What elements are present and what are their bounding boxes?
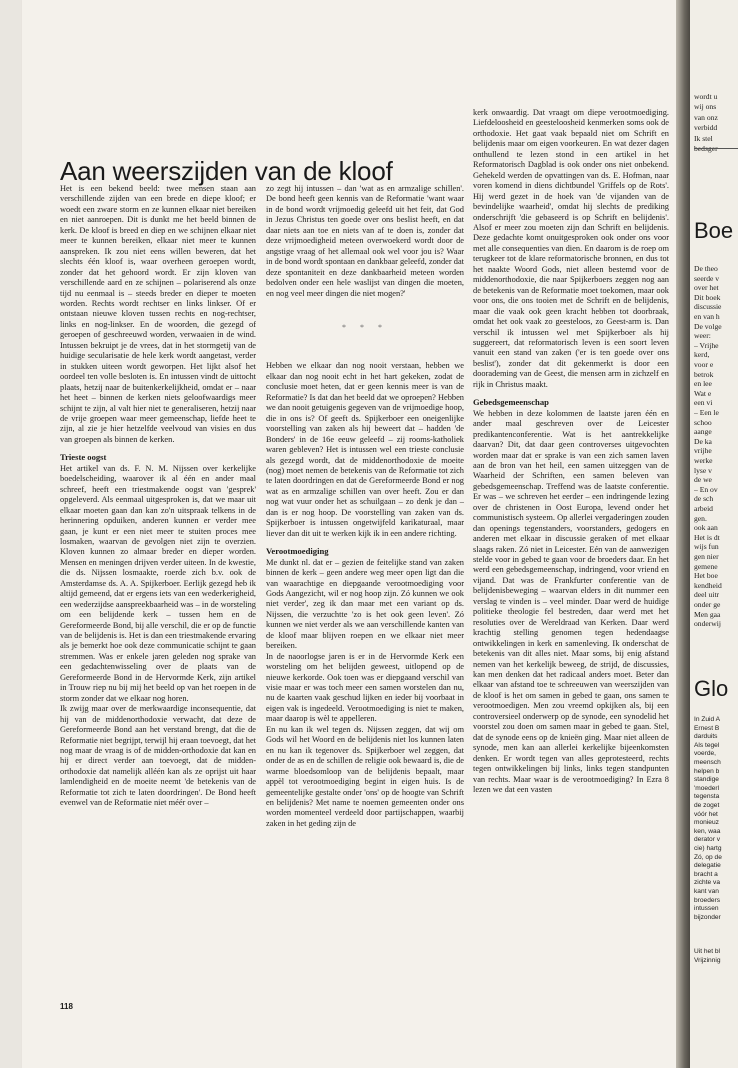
next-page-line: intussen [694,905,719,913]
next-page-line: gen nier [694,552,719,561]
next-page-line: de we [694,475,712,485]
adjacent-page-fragment [690,0,738,1068]
next-page-line: vrijhe [694,446,712,456]
next-page-line: Men gaa [694,609,721,619]
page-number: 118 [60,1002,73,1011]
next-page-heading-boe: Boe [694,218,734,243]
next-page-line: – Vrijhe [694,340,719,350]
next-page-line: arbeid [694,504,713,513]
trieste-oogst-paragraph: Het artikel van ds. F. N. M. Nijssen over kerkelijke boedelscheiding, waarover ik al één en ander maal schreef, heeft een triestmakende oogst van 'gesprek' opgeleverd. Als eenmaal uitgesproken is, dat we maar uit elkaar moeten gaan dan kan zo'n uitspraak telkens in de herinnering opduiken, anderen kunnen er verder mee gaan, je kunt er een niet meer te stuiten proces mee losmaken, waarvan de gevolgen niet zijn te overzien. Kloven kunnen zo almaar breder en dieper worden. Mensen en meningen drijven verder uiteen. In de kwestie, die ds. Nijssen losmaakte, roerde zich b.v. ook de Amsterdamse ds. A. A. Spijkerboer. Eerlijk gezegd heb ik altijd gemeend, dat er ergens iets van een wederkerigheid, een wederzijdse aanspreekbaarheid was – in de worsteling om een belijdende kerk – tussen hem en de Gereformeerde Bond, bij alle verschil, die er op de functie van de belijdenis is. Het is dan een triestmakende ervaring als je bemerkt hoe ook deze communicatie schijnt te gaan stremmen. Was er enkele jaren geleden nog sprake van een gedachtenwisseling over de plaats van de Gereformeerde Bond in de Hervormde Kerk, zijn artikel in Trouw riep nu bij mij het beeld op van het roepen in de storm zonder dat we elkaar nog horen. [60,463,256,703]
verootmoediging-paragraph-3: En nu kan ik wel tegen ds. Nijssen zeggen, dat wij om Gods wil het Woord en de belijdenis niet los kunnen laten en nu kan ik tegenover ds. Spijkerboer wel zeggen, dat onder de as en de schillen de religie ook bewaard is, die de warme bloedsomloop van de belijdenis bepaalt, maar appèl tot verootmoediging begint in eigen huis. Is de gemeentelijke gestalte onder 'ons' op de hoogte van Schrift en belijdenis? Met name te noemen gemeenten onder ons worden momenteel verdeeld door partijschappen, waarbij zaken in het geding zijn de [266,724,464,828]
next-page-line: deel uitr [694,590,720,600]
next-page-line: zichte va [694,879,721,887]
section-separator-stars: * * * [342,322,388,332]
next-page-line: wij ons [694,102,717,112]
next-page-line: Zó, op de [694,853,722,861]
next-page-line: darduits [694,733,718,741]
section-heading-verootmoediging: Verootmoediging [266,546,329,557]
article-title: Aan weerszijden van de kloof [60,156,393,186]
next-page-line: seerde v [694,273,720,283]
next-page-line: derator v [694,836,721,844]
next-page-line: de zoget [694,802,720,809]
book-gutter-shadow [676,0,690,1068]
next-page-line: betrok [694,369,714,379]
next-page-line: kerd, [694,350,710,360]
verootmoediging-paragraph-1: Me dunkt nl. dat er – gezien de feitelijke stand van zaken binnen de kerk – geen andere weg meer open ligt dan die van waarachtige en diepgaande verootmoediging voor Gods Aangezicht, wil er nog hoop zijn. Zó kunnen we ook niet verder', zeg ik dan maar met een variant op ds. Nijssen, die verzuchtte 'zo is het ook geen leven'. Zó kunnen we niet verder als we aan verschillende kanten van de kloof maar blijven roepen en we elkaar niet meer bereiken. [266,557,464,651]
next-page-rule [694,148,738,149]
next-page-line: Ik stel [694,133,713,143]
next-page-line: voor e [694,360,714,369]
next-page-line: Uit het bl [694,948,721,955]
next-page-line: broeders [694,896,721,904]
next-page-line: Als tegel [694,741,720,749]
verootmoediging-paragraph-2: In de naoorlogse jaren is er in de Hervormde Kerk een worsteling om het belijden geweest, uitlopend op de nieuwe kerkorde. Ook toen was er diepgaand verschil van visie maar er was toch meer een samen worstelen dan nu, nu de kaarten vaak geschud lijken en ieder bij voorbaat in eigen vak is ingedeeld. Verootmoediging is niet te maken, maar daarop is wèl te appelleren. [266,651,464,724]
next-page-line: – En ov [694,484,718,494]
column-3-opening-paragraph: kerk onwaardig. Dat vraagt om diepe verootmoediging. Liefdeloosheid en geesteloosheid kenmerken soms ook de orthodoxie. Het gaat vaak bepaald niet om Schrift en belijdenis maar om eigen voorkeuren. En wat dezer dagen onthullend te lezen stond in een artikel in het Reformatorisch Dagblad is ook onder ons niet onbekend. Gehekeld werden de opvattingen van ds. E. Hofman, naar voren komend in diens dichtbundel 'Griffels op de Rots'. Hij werd gezet in de hoek van 'de vijanden van de bevindelijke waarheid', omdat hij slechts de prediking onderschrijft 'die gebaseerd is op Schrift en belijdenis'. Alsof er meer zou moeten zijn dan Schrift en belijdenis. Deze gedachte komt onuitgesproken ook onder ons voor met alle consequenties van dien. En daarom is de roep om terugkeer tot de klare reformatorische bronnen, en dus tot het naakte Woord Gods, niet alleen bestemd voor de middenorthodoxie, die naar Spijkerboers zeggen nog aan de betekenis van de Reformatie moet toekomen, maar ook voor ons, die ons tooien met de Schrift en de belijdenis, maar die vaak ook geen kracht hebben tot doorbraak, omdat het ook vaak zo geesteloos, zo Geest-arm is. Dan verschil ik intussen wel met Spijkerboer als hij suggereert, dat reformatorisch leven is een soort leven vanuit een stand van zaken ('er is ten goede over ons beslist'), zonder dat dit gekenmerkt is door een doorademing van de Geest, die mensen arm in zichzelf en rijk in Christus maakt. [473,108,669,389]
next-page-line: kant van [694,888,719,895]
column-1 [60,184,256,996]
next-page-line: meensch [694,759,721,766]
next-page-line: vóór het [694,810,718,818]
next-page-line: verbidd [694,123,718,133]
next-page-line: en van h [694,312,720,321]
section-heading-gebedsgemeenschap: Gebedsgemeenschap [473,397,549,408]
gebedsgemeenschap-paragraph: We hebben in deze kolommen de laatste jaren één en ander maal geschreven over de Leicester predikantenconferentie. Wat is het aantrekkelijke daarvan? Dit, dat daar geen controverses uitgevochten worden maar dat er sprake is van een zich samen laven aan de bron van het heil, een samen uitzeggen van de Waarheid der Schriften, een samen beleven van gebedsgemeenschap. Treffend was de laatste conferentie. Er was – we schreven het eerder – een indringende lezing over de christenen in Oost Europa, levend onder het communistisch systeem. Op allerlei vergaderingen zouden dan openings tegenstanders, voorstanders, gedogers en anderen met elkaar in discussie geraken of met elkaar slaags raken. Zó niet in Leicester. Eén van de aanwezigen stelde voor in gebed te gaan voor de broeders daar. En het werd een gebedsgemeenschap, indringend, voor vriend en vijand. Dat was de Frankfurter conferentie van de belijdenisbeweging – waarvan elders in dit nummer een verslag te vinden is – veel minder. Daar werd de huidige politieke theologie fel bestreden, daar werd met het resoluties over de Wereldraad van Kerken. Daar werd krachtig stelling genomen tegen hedendaagse ontwikkelingen in kerk en samenleving. Ik onderschat de betekenis van dit alles niet. Maar soms, bij enig afstand nemen van het kerkelijk beweeg, de strijd, de discussies, kan men denken dat het radicaal anders moet. Beter dan elkaar van afstand toe te schreeuwen van weerszijden van de kloof is het om samen in gebed te gaan, ons samen te verootmoedigen. Men zou vreemd opkijken als, bij een controversieel onderwerp op de synode, een synodelid het voorstel zou doen om samen maar in gebed te gaan. Stel, dat de synode eens op de knieën ging. Maar niet alleen de synode, men kan aan allerlei kerkelijke bijeenkomsten denken. Er wordt tegen van alles geprotesteerd, rechts tegen ontwikkelingen bij links, links tegen standpunten van rechts. Maar waar is de verootmoediging? In Ezra 8 lezen we dat een vasten [473,408,669,794]
next-page-line: schoo [694,417,712,427]
next-page-line: Het boe [694,571,718,581]
next-page-line: cie) hartg [694,845,722,852]
next-page-line: ook aan [694,523,718,533]
next-page-line: standige [694,776,719,784]
next-page-line: bijzonder [694,913,721,921]
next-page-line: onderwij [694,619,721,629]
next-page-line: kendheid [694,580,722,590]
next-page-line: van onz [694,112,718,122]
next-page-line: werke [694,456,713,465]
next-page-line: weer: [694,331,711,341]
next-page-line: Wat e [694,388,712,398]
next-page-line: tegensta [694,793,720,801]
next-page-line: De theo [694,264,718,273]
column-1-closing-paragraph: Ik zwijg maar over de merkwaardige inconsequentie, dat hij van de middenorthodoxie verwacht, dat deze de Gereformeerde Bond aan het verstand brengt, dat die de Reformatie niet begrijpt, terwijl hij eraan toevoegt, dat het nog maar de vraag is of de midden-orthodoxie dat kan en hij er direct verder aan toevoegt, dat de midden-orthodoxie dat namelijk alléén kan als ze oprijst uit haar lamlendigheid en de moeite neemt 'de betekenis van de Reformatie tot zich te laten doordringen'. De Bond heeft evenwel van de Reformatie niet méér over – [60,704,256,808]
column-3 [473,108,669,998]
next-page-line: aange [694,427,712,437]
next-page-line: In Zuid A [694,716,721,723]
next-page-line: Het is dt [694,532,720,542]
next-page-line: De volge [694,321,722,331]
next-page-line: voerde, [694,750,716,758]
next-page-line: ken, waa [694,827,721,835]
next-page-line: gemene [694,561,718,571]
next-page-line: lyse v [694,465,712,475]
next-page-line: Dit boek [694,292,721,302]
intro-paragraph: Het is een bekend beeld: twee mensen staan aan verschillende zijden van een brede en diepe kloof; er woedt een zware storm en ze kunnen elkaar niet bereiken en niet aanroepen. Dit is dunkt me het beeld binnen de kerk. De kloof is breed en diep en we schijnen elkaar niet meer te kunnen bereiken, elkaar niet meer te kunnen aanspreken. Ik zou niet eens willen beweren, dat het slechts één kloof is, waar overheen geroepen wordt, zonder dat het gehoord wordt. Er zijn kloven van verschillende aard en ze schijnen – polariserend als onze tijd nu eenmaal is – steeds breder en dieper te moeten worden. Rechts wordt rechtser en links linkser. Of er ontstaan nieuwe kloven tussen rechts en nog-rechtser, links en nog-linkser. En de woorden, die gezegd of geroepen of geschreeuwd worden, verwaaien in de wind. Intussen bekruipt je de vrees, dat in het stormgetij van de huidige secularisatie de hele kerk wordt aangetast, verder in stukken uiteen wordt geworpen. Het lijkt alsof het oordeel ten volle besloten is. En intussen vindt de uittocht plaats, hetzij naar de buitenkerkelijkheid, omdat er – naar het heet – binnen de kerken niets geloofwaardigs meer schijnt te zijn, al valt hier niet te generaliseren, hetzij naar de vrije groepen waar meer gemeenschap, liefde heet te zijn, al zie je hier hetzelfde veelvoud van visies en dus van groepen als binnen de kerken. [60,184,256,444]
next-page-line: 'moederl [694,784,720,792]
next-page-line: monieuz [694,819,719,827]
next-page-line: – Een le [694,408,719,417]
next-page-line: wijs fun [694,542,719,552]
column-2 [266,184,464,996]
next-page-line: gen. [694,513,707,523]
quote-continuation-paragraph: zo zegt hij intussen – dan 'wat as en armzalige schillen'. De bond heeft geen kennis van de Reformatie 'want waar in de bond wordt vrijmoedig geleefd uit het feit, dat God in Jezus Christus ten goede over ons beslist heeft, en dat daar niets aan toe en niets van af te doen is, zonder dat deze vrijmoedigheid meteen overwoekerd wordt door de angstige vraag of het allemaal ook wel voor jou is? Waar in de bond wordt spontaan en dankbaar geleefd, zonder dat deze spontaniteit en deze dankbaarheid meteen worden bedolven onder een hele waslijst van dingen die moeten, en nog veel meer dingen die niet mogen?' [266,184,464,298]
next-page-line: delegatie [694,862,721,870]
next-page-line: wordt u [694,92,718,101]
reflection-paragraph: Hebben we elkaar dan nog nooit verstaan, hebben we elkaar dan nog nooit echt in het hart gekeken, zodat de conclusie moet heten, dat er geen kennis meer is van de Reformatie? Is dat dan het beeld dat we oproepen? Hebben we dan nooit getuigenis gegeven van de vrijmoedige hoop, die in ons is? Of geeft ds. Spijkerboer een oneigenlijke voorstelling van zaken als hij beweert dat – hadden 'de Bonders' in de 16e eeuw geleefd – zij rooms-katholiek waren gebleven? Het is intussen wel een trieste conclusie als gezegd wordt, dat de middenorthodoxie de moeite (nog) moet nemen de betekenis van de Reformatie tot zich te laten doordringen en dat de Gereformeerde Bond er nog wat as en armzalige schillen van over heeft. Zou er dan nog wat vuur onder het as schuilgaan – zo denk je dan – dan is er nog hoop. De voorstelling van zaken van ds. Spijkerboer is intussen ongetwijfeld karikaturaal, maar liever dan dit uit te werken kijk ik in een andere richting. [266,361,464,538]
section-heading-trieste-oogst: Trieste oogst [60,452,107,463]
next-page-line: onder ge [694,600,721,609]
next-page-line: helpen b [694,767,720,775]
next-page-line: over het [694,283,719,293]
next-page-line: Ernest B [694,724,720,732]
next-page-line: de sch [694,494,714,504]
next-page-line: Vrijzinnig [694,957,721,964]
next-page-line: bracht a [694,870,718,878]
next-page-line: De ka [694,436,712,446]
next-page-line: en lee [694,379,712,389]
next-page-heading-glo: Glo [694,676,729,701]
next-page-line: discussie [694,302,722,312]
next-page-line: een vi [694,398,713,408]
